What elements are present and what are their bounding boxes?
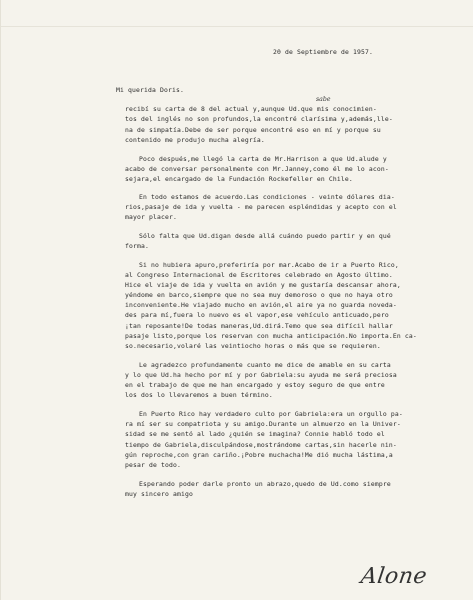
letter-line: yéndome en barco,siempre que no sea muy demoroso o que no haya otro [125,291,393,299]
letter-line: ¡tan reposante!De todas maneras,Ud.dirá.Temo que sea difícil hallar [125,322,393,330]
handwritten-insertion: sabe [316,96,331,103]
letter-line: sidad se me sentó al lado ¿quién se imagina? Connie habló todo el [125,430,385,438]
letter-greeting: Mi querida Doris. [116,86,184,94]
letter-line: muy sincero amigo [125,490,193,498]
letter-line: Poco después,me llegó la carta de Mr.Harrison a que Ud.alude y [139,155,387,163]
signature: Alone [359,564,429,589]
letter-line: recibí su carta de 8 del actual y,aunque Ud.que mis conocimien- [125,105,377,113]
letter-date: 20 de Septiembre de 1957. [273,48,373,56]
letter-line: tos del inglés no son profundos,la encontré clarísima y,además,lle- [125,115,393,123]
letter-line: sejara,el encargado de la Fundación Rockefeller en Chile. [125,175,353,183]
letter-line: inconveniente.He viajado mucho en avión,el aire ya no guarda noveda- [125,301,397,309]
letter-line: gún reproche,con gran cariño.¡Pobre muchacha!Me dió mucha lástima,a [125,451,393,459]
letter-line: ra mí ser su compatriota y su amigo.Durante un almuerzo en la Univer- [125,420,401,428]
letter-line: Hice el viaje de ida y vuelta en avión y me gustaría descansar ahora, [125,281,401,289]
letter-line: contenido me produjo mucha alegría. [125,136,265,144]
letter-line: pasaje listo,porque los reservan con mucha anticipación.No importa.En ca- [125,332,417,340]
letter-line: Le agradezco profundamente cuanto me dice de amable en su carta [139,361,391,369]
letter-line: y lo que Ud.ha hecho por mí y por Gabriela:su ayuda me será preciosa [125,371,397,379]
letter-line: En todo estamos de acuerdo.Las condiciones - veinte dólares dia- [139,193,395,201]
letter-line: na de simpatía.Debe de ser porque encontré eso en mí y porque su [125,126,381,134]
letter-line: mayor placer. [125,213,177,221]
letter-line: En Puerto Rico hay verdadero culto por Gabriela:era un orgullo pa- [139,410,403,418]
letter-line: rios,pasaje de ida y vuelta - me parecen espléndidas y acepto con el [125,203,397,211]
letter-line: Sólo falta que Ud.digan desde allá cuándo puedo partir y en qué [139,232,391,240]
letter-line: pesar de todo. [125,461,181,469]
letter-line: so.necesario,volaré las veintiocho horas o más que se requieren. [125,342,381,350]
letter-line: Si no hubiera apuro,preferiría por mar.Acabo de ir a Puerto Rico, [139,261,399,269]
fold-line [1,26,473,27]
letter-line: des para mí,fuera lo nuevo es el vapor,ese vehículo anticuado,pero [125,311,389,319]
letter-line: en el trabajo de que me han encargado y estoy seguro de que entre [125,381,385,389]
letter-line: acabo de conversar personalmente con Mr.Janney,como él me lo acon- [125,165,389,173]
letter-line: los dos lo llevaremos a buen término. [125,391,273,399]
letter-line: al Congreso Internacional de Escritores celebrado en Agosto último. [125,271,393,279]
letter-line: forma. [125,242,149,250]
letter-line: Esperando poder darle pronto un abrazo,quedo de Ud.como siempre [139,480,391,488]
letter-line: tiempo de Gabriela,disculpándose,mostrándome cartas,sin hacerle nin- [125,441,397,449]
